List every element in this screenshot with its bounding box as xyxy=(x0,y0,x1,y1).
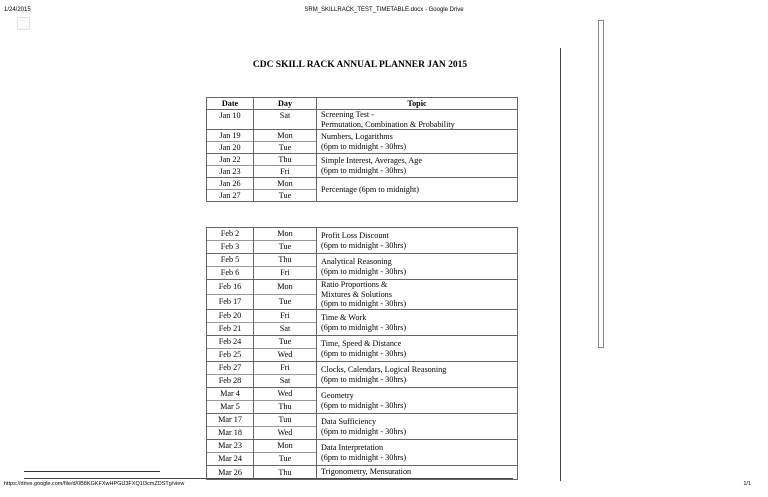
topic-line: (6pm to midnight - 30hrs) xyxy=(321,165,407,175)
day-column xyxy=(254,130,317,153)
footnote-rule xyxy=(24,471,160,472)
topic-block xyxy=(207,130,517,154)
date-cell: Feb 16 xyxy=(207,280,253,295)
topic-cell xyxy=(317,336,517,361)
date-cell: Mar 5 xyxy=(220,402,240,412)
date-cell: Feb 24 xyxy=(207,336,253,349)
topic-line: (6pm to midnight - 30hrs) xyxy=(321,299,407,309)
date-cell: Mar 18 xyxy=(218,428,242,438)
day-column xyxy=(254,310,317,335)
topic-line: Profit Loss Discount xyxy=(321,230,389,240)
day-cell: Sat xyxy=(279,111,291,121)
topic-line: Trigonometry, Mensuration xyxy=(321,467,412,477)
day-cell: Tue xyxy=(254,336,316,349)
day-cell: Mon xyxy=(254,130,316,142)
date-cell: Feb 21 xyxy=(218,324,242,334)
topic-line: Clocks, Calendars, Logical Reasoning xyxy=(321,364,447,374)
print-header-title: SRM_SKILLRACK_TEST_TIMETABLE.docx - Google Drive xyxy=(304,7,464,13)
topic-cell xyxy=(317,414,517,439)
print-header-date: 1/24/2015 xyxy=(4,7,31,13)
date-cell: Jan 27 xyxy=(219,190,241,200)
date-cell: Mar 17 xyxy=(207,414,253,427)
topic-line: (6pm to midnight - 30hrs) xyxy=(321,400,407,410)
date-cell: Feb 28 xyxy=(218,376,242,386)
date-cell: Jan 20 xyxy=(219,142,241,152)
date-cell: Jan 19 xyxy=(207,130,253,142)
topic-block xyxy=(207,466,517,479)
day-cell: Wed xyxy=(277,428,293,438)
preview-icon[interactable] xyxy=(17,17,30,30)
topic-line: (6pm to midnight - 30hrs) xyxy=(321,240,407,250)
day-cell: Mon xyxy=(254,280,316,295)
topic-block xyxy=(207,110,517,130)
date-cell: Mar 24 xyxy=(218,454,242,464)
day-column xyxy=(254,178,317,201)
topic-block xyxy=(207,440,517,466)
column-header: Date xyxy=(207,98,254,109)
day-cell: Tuu xyxy=(254,414,316,427)
date-column xyxy=(207,466,254,479)
date-column xyxy=(207,228,254,253)
day-cell: Fri xyxy=(254,362,316,375)
date-cell: Mar 23 xyxy=(207,440,253,453)
day-column xyxy=(254,414,317,439)
topic-block xyxy=(207,388,517,414)
document-title: CDC SKILL RACK ANNUAL PLANNER JAN 2015 xyxy=(252,60,468,70)
topic-line: (6pm to midnight - 30hrs) xyxy=(321,322,407,332)
date-column xyxy=(207,336,254,361)
topic-cell xyxy=(317,388,517,413)
topic-line: (6pm to midnight - 30hrs) xyxy=(321,374,407,384)
date-cell: Feb 27 xyxy=(207,362,253,375)
day-column xyxy=(254,388,317,413)
day-cell: Fri xyxy=(280,268,290,278)
day-cell: Tue xyxy=(278,454,292,464)
topic-line: Simple Interest, Averages, Age xyxy=(321,156,423,166)
day-cell: Mon xyxy=(254,440,316,453)
date-column xyxy=(207,130,254,153)
day-cell: Fri xyxy=(280,166,290,176)
day-cell: Thu xyxy=(278,467,292,477)
page-edge-line xyxy=(560,48,561,481)
topic-cell xyxy=(317,310,517,335)
topic-block xyxy=(207,362,517,387)
day-column xyxy=(254,280,317,309)
topic-cell xyxy=(317,440,517,465)
day-column xyxy=(254,336,317,361)
date-column xyxy=(207,440,254,465)
topic-cell xyxy=(317,154,517,177)
topic-block xyxy=(207,414,517,440)
date-column xyxy=(207,388,254,413)
day-cell: Mon xyxy=(254,228,316,241)
day-column xyxy=(254,254,317,279)
table-header-row xyxy=(207,98,517,110)
topic-cell xyxy=(317,280,517,309)
topic-cell xyxy=(317,362,517,387)
date-cell: Feb 3 xyxy=(220,242,240,252)
date-cell: Mar 4 xyxy=(207,388,253,401)
topic-cell xyxy=(317,130,517,153)
topic-line: Analytical Reasoning xyxy=(321,256,392,266)
date-column xyxy=(207,280,254,309)
date-column xyxy=(207,310,254,335)
planner-table-feb xyxy=(206,227,518,388)
day-cell: Sat xyxy=(279,376,291,386)
topic-line: Screening Test - xyxy=(321,110,374,119)
topic-block xyxy=(207,310,517,336)
date-cell: Feb 6 xyxy=(220,268,240,278)
topic-line: Numbers, Logarithms xyxy=(321,132,393,142)
day-cell: Thu xyxy=(278,402,292,412)
date-cell: Jan 22 xyxy=(207,154,253,166)
topic-line: (6pm to midnight - 30hrs) xyxy=(321,348,407,358)
day-cell: Mon xyxy=(254,178,316,190)
topic-line: Data Interpretation xyxy=(321,442,384,452)
date-cell: Feb 2 xyxy=(207,228,253,241)
topic-line: Percentage (6pm to midnight) xyxy=(321,184,419,194)
day-cell: Wed xyxy=(277,350,293,360)
day-column xyxy=(254,110,317,129)
day-cell: Tue xyxy=(278,297,292,307)
date-cell: Jan 26 xyxy=(207,178,253,190)
topic-line: Geometry xyxy=(321,390,354,400)
print-footer-page: 1/1 xyxy=(743,481,751,487)
topic-block xyxy=(207,228,517,254)
date-cell: Jan 10 xyxy=(219,111,241,121)
topic-block xyxy=(207,280,517,310)
topic-line: (6pm to midnight - 30hrs) xyxy=(321,141,407,151)
topic-line: Time & Work xyxy=(321,312,367,322)
date-cell: Mar 26 xyxy=(218,467,242,477)
day-cell: Tue xyxy=(278,190,292,200)
topic-line: Time, Speed & Distance xyxy=(321,338,402,348)
topic-block xyxy=(207,178,517,201)
day-cell: Thu xyxy=(254,254,316,267)
topic-line: Permutation, Combination & Probability xyxy=(321,119,455,129)
topic-cell xyxy=(317,178,517,201)
day-cell: Thu xyxy=(254,154,316,166)
date-cell: Feb 25 xyxy=(218,350,242,360)
topic-cell xyxy=(317,110,517,129)
day-cell: Sat xyxy=(279,324,291,334)
day-cell: Tue xyxy=(278,142,292,152)
date-column xyxy=(207,254,254,279)
planner-table-jan xyxy=(206,97,518,202)
day-column xyxy=(254,154,317,177)
date-column xyxy=(207,414,254,439)
topic-line: Ratio Proportions & xyxy=(321,280,388,290)
day-cell: Tue xyxy=(278,242,292,252)
print-footer-url: https://drive.google.com/file/d/0B8KGKFXwHPGU3FXQ1l3cmZDSTg/view xyxy=(4,481,185,487)
date-cell: Jan 23 xyxy=(219,166,241,176)
topic-cell xyxy=(317,228,517,253)
day-column xyxy=(254,228,317,253)
date-cell: Feb 17 xyxy=(218,297,242,307)
date-cell: Feb 20 xyxy=(207,310,253,323)
topic-block xyxy=(207,336,517,362)
topic-line: (6pm to midnight - 30hrs) xyxy=(321,426,407,436)
topic-block xyxy=(207,254,517,280)
day-column xyxy=(254,440,317,465)
date-cell: Feb 5 xyxy=(207,254,253,267)
topic-cell xyxy=(317,254,517,279)
date-column xyxy=(207,110,254,129)
column-header: Day xyxy=(254,98,317,109)
date-column xyxy=(207,154,254,177)
day-column xyxy=(254,362,317,387)
day-cell: Fri xyxy=(254,310,316,323)
date-column xyxy=(207,362,254,387)
topic-cell xyxy=(317,466,517,479)
topic-block xyxy=(207,154,517,178)
topic-line: Mixtures & Solutions xyxy=(321,289,392,299)
date-column xyxy=(207,178,254,201)
topic-line: (6pm to midnight - 30hrs) xyxy=(321,452,407,462)
planner-table-mar xyxy=(206,387,518,480)
topic-line: Data Sufficiency xyxy=(321,416,377,426)
day-cell: Wed xyxy=(254,388,316,401)
day-column xyxy=(254,466,317,479)
column-header: Topic xyxy=(407,99,427,108)
topic-line: (6pm to midnight - 30hrs) xyxy=(321,266,407,276)
